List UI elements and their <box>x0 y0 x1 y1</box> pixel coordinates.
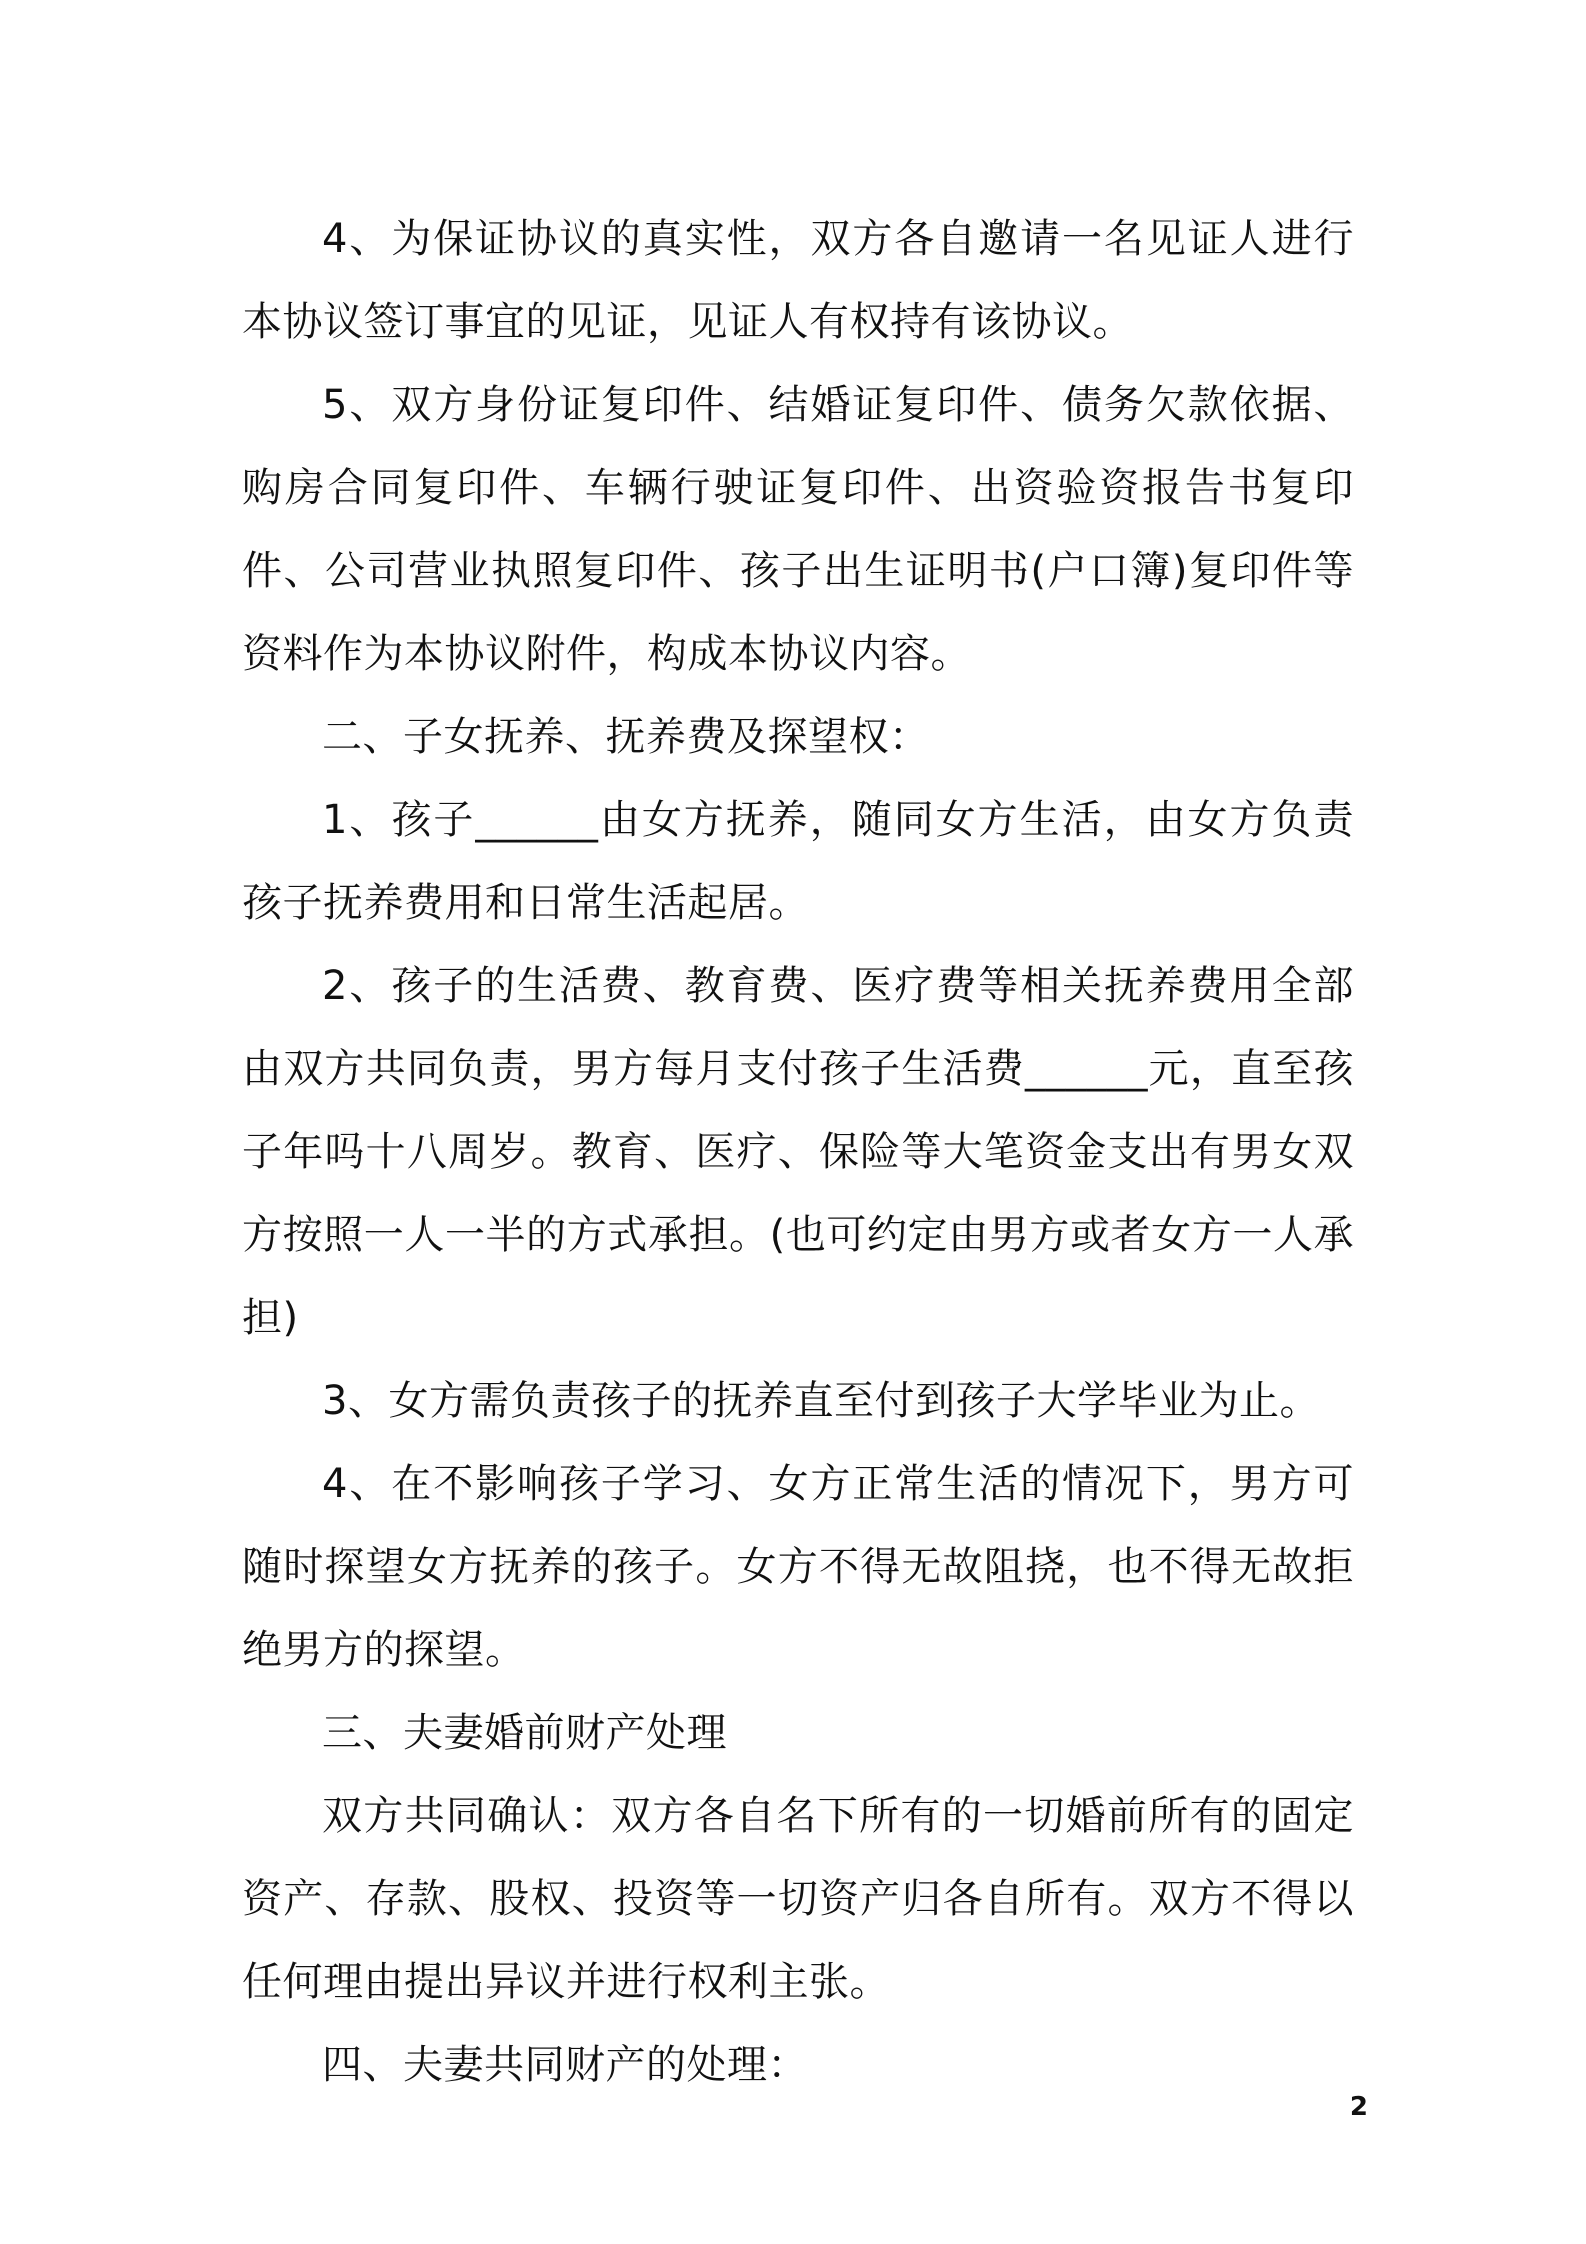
paragraph-witness-clause: 4、为保证协议的真实性，双方各自邀请一名见证人进行本协议签订事宜的见证，见证人有权持有该协议。 <box>242 216 1354 345</box>
paragraph-premarital-property-clause: 双方共同确认：双方各自名下所有的一切婚前所有的固定资产、存款、股权、投资等一切资产归各自所有。双方不得以任何理由提出异议并进行权利主张。 <box>242 1793 1354 2005</box>
section-heading-joint-property: 四、夫妻共同财产的处理： <box>322 2042 808 2088</box>
paragraph-visitation-clause: 4、在不影响孩子学习、女方正常生活的情况下，男方可随时探望女方抚养的孩子。女方不得无故阻挠，也不得无故拒绝男方的探望。 <box>242 1461 1354 1673</box>
paragraph-attachments-clause: 5、双方身份证复印件、结婚证复印件、债务欠款依据、购房合同复印件、车辆行驶证复印件、出资验资报告书复印件、公司营业执照复印件、孩子出生证明书(户口簿)复印件等资料作为本协议附件，构成本协议内容。 <box>242 382 1354 677</box>
section-heading-premarital-property: 三、夫妻婚前财产处理 <box>322 1710 727 1756</box>
paragraph-custody-clause: 1、孩子______由女方抚养，随同女方生活，由女方负责孩子抚养费用和日常生活起居。 <box>242 797 1354 926</box>
paragraph-upbringing-clause: 3、女方需负责孩子的抚养直至付到孩子大学毕业为止。 <box>322 1378 1320 1424</box>
page-number: 2 <box>1349 2092 1368 2122</box>
section-heading-child-custody: 二、子女抚养、抚养费及探望权： <box>322 714 930 760</box>
paragraph-child-support-clause: 2、孩子的生活费、教育费、医疗费等相关抚养费用全部由双方共同负责，男方每月支付孩子生活费______元，直至孩子年吗十八周岁。教育、医疗、保险等大笔资金支出有男女双方按照一人一半的方式承担。(也可约定由男方或者女方一人承担) <box>242 963 1354 1341</box>
document-body <box>242 198 1354 2107</box>
